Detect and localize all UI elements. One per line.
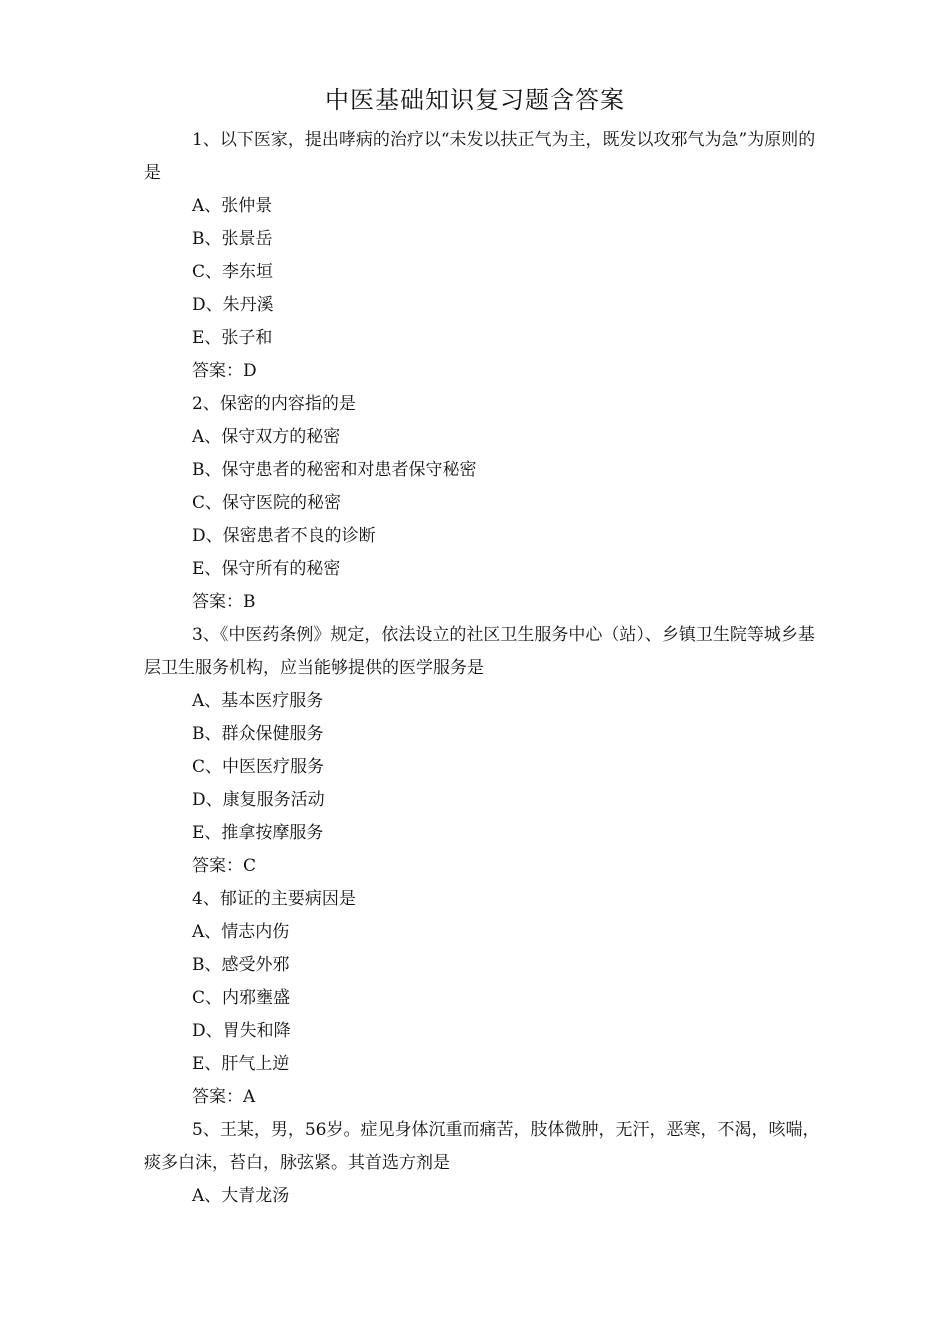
question-text: 4、郁证的主要病因是 <box>192 889 356 909</box>
option-b: B、感受外邪 <box>192 955 290 975</box>
option-d: D、保密患者不良的诊断 <box>192 526 376 546</box>
question-text: 1、以下医家，提出哮病的治疗以“未发以扶正气为主，既发以攻邪气为急”为原则的是 <box>144 130 816 183</box>
option-e: E、肝气上逆 <box>192 1054 290 1074</box>
option-a: A、保守双方的秘密 <box>192 427 341 447</box>
question-block <box>144 1114 820 1213</box>
option-c: C、中医医疗服务 <box>192 757 325 777</box>
option-c: C、李东垣 <box>192 262 274 282</box>
answer-line: 答案：D <box>192 361 257 381</box>
option-b: B、群众保健服务 <box>192 724 324 744</box>
option-d: D、朱丹溪 <box>192 295 274 315</box>
question-text: 5、王某，男，56岁。症见身体沉重而痛苦，肢体微肿，无汗，恶寒，不渴，咳喘，痰多白沫，苔白，脉弦紧。其首选方剂是 <box>144 1120 820 1173</box>
answer-line: 答案：C <box>192 856 257 876</box>
option-d: D、胃失和降 <box>192 1021 291 1041</box>
question-block <box>144 883 820 1114</box>
option-e: E、推拿按摩服务 <box>192 823 324 843</box>
question-text: 3、《中医药条例》规定，依法设立的社区卫生服务中心（站）、乡镇卫生院等城乡基层卫生服务机构，应当能够提供的医学服务是 <box>144 625 815 678</box>
option-e: E、张子和 <box>192 328 273 348</box>
answer-line: 答案：A <box>192 1087 256 1107</box>
question-list <box>144 124 820 1213</box>
option-a: A、大青龙汤 <box>192 1186 290 1206</box>
option-a: A、张仲景 <box>192 196 273 216</box>
option-a: A、基本医疗服务 <box>192 691 324 711</box>
option-c: C、内邪壅盛 <box>192 988 291 1008</box>
option-a: A、情志内伤 <box>192 922 290 942</box>
question-block <box>144 388 820 619</box>
option-b: B、张景岳 <box>192 229 273 249</box>
question-block <box>144 124 820 388</box>
question-block <box>144 619 820 883</box>
option-e: E、保守所有的秘密 <box>192 559 341 579</box>
option-d: D、康复服务活动 <box>192 790 325 810</box>
option-c: C、保守医院的秘密 <box>192 493 342 513</box>
document-title: 中医基础知识复习题含答案 <box>325 86 625 114</box>
answer-line: 答案：B <box>192 592 256 612</box>
option-b: B、保守患者的秘密和对患者保守秘密 <box>192 460 477 480</box>
question-text: 2、保密的内容指的是 <box>192 394 356 414</box>
